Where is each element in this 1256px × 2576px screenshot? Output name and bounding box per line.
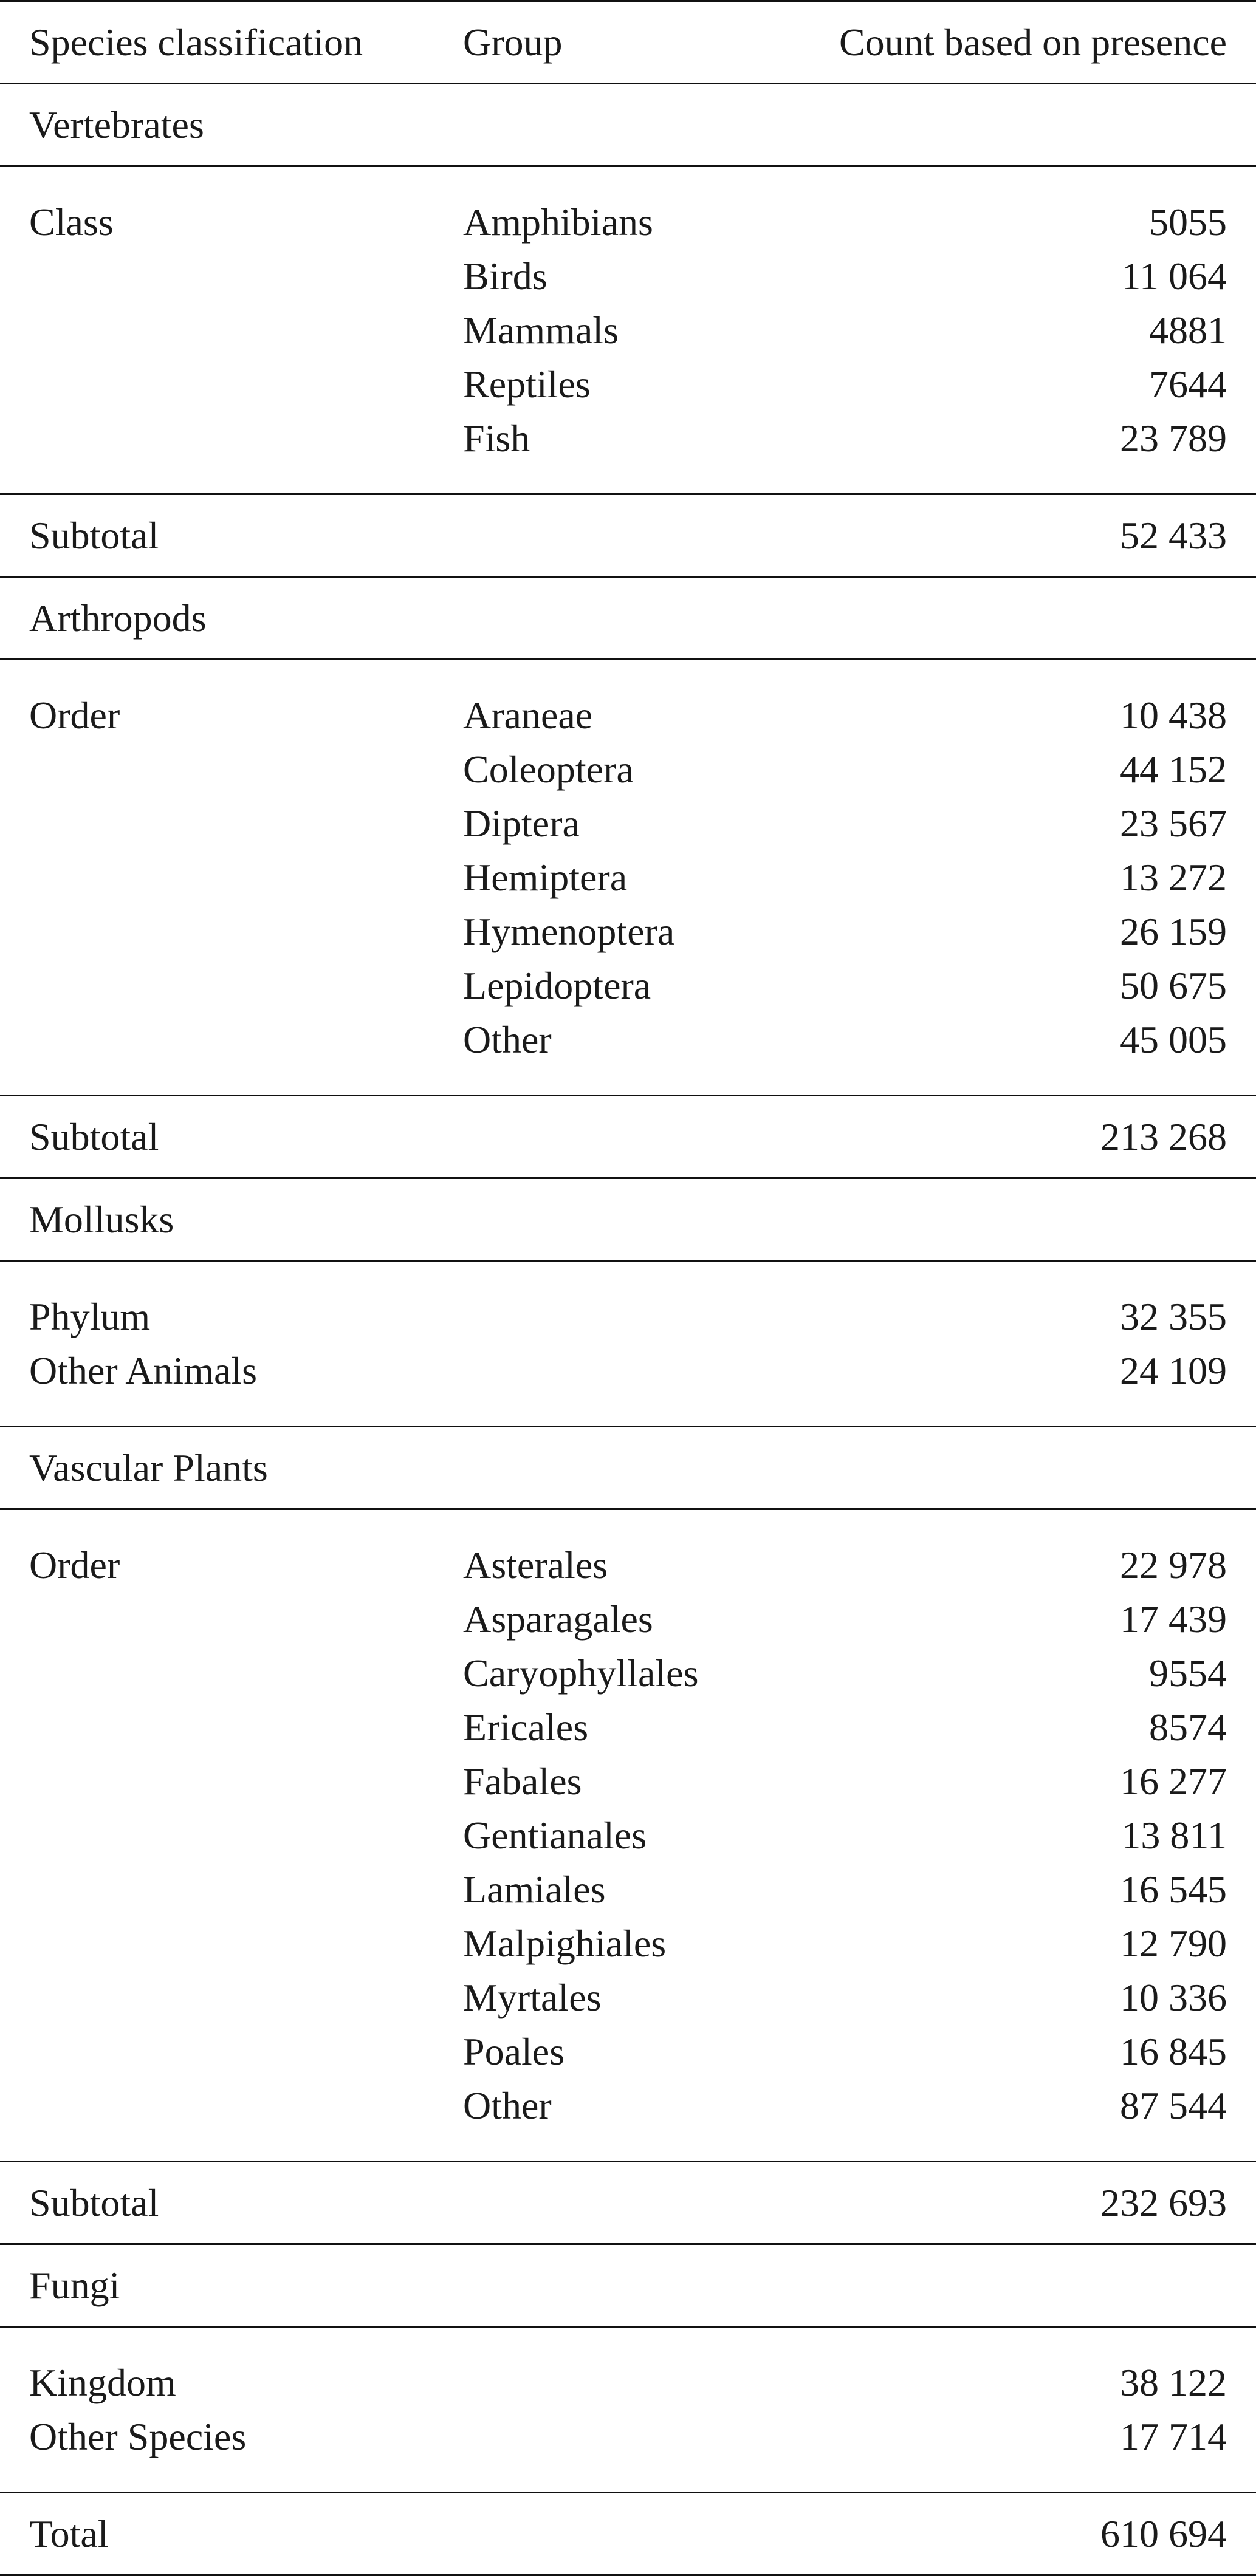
cell-count: 87 544 <box>1120 2084 1227 2127</box>
table-row <box>0 958 1256 1013</box>
cell-count: 16 545 <box>1120 1868 1227 1911</box>
table-row <box>0 1754 1256 1808</box>
table-row <box>0 195 1256 249</box>
subtotal-label: Subtotal <box>29 1115 159 1158</box>
subtotal-count: 232 693 <box>1100 2181 1227 2224</box>
cell-count: 10 438 <box>1120 694 1227 737</box>
cell-count: 8574 <box>1149 1706 1227 1749</box>
cell-count: 10 336 <box>1120 1976 1227 2019</box>
cell-classification: Kingdom <box>29 2361 176 2404</box>
section-row <box>0 1427 1256 1508</box>
section-row <box>0 578 1256 658</box>
cell-count: 16 277 <box>1120 1760 1227 1803</box>
cell-count: 44 152 <box>1120 748 1227 791</box>
cell-classification: Phylum <box>29 1295 151 1338</box>
table-row <box>0 850 1256 904</box>
subtotal-row <box>0 1096 1256 1177</box>
header-group: Group <box>463 21 563 64</box>
cell-count: 13 811 <box>1121 1814 1227 1857</box>
cell-classification: Other Species <box>29 2415 247 2458</box>
header-count: Count based on presence <box>839 21 1227 64</box>
subtotal-row <box>0 2162 1256 2243</box>
cell-count: 22 978 <box>1120 1543 1227 1587</box>
cell-group: Other <box>463 2084 552 2127</box>
cell-count: 17 714 <box>1120 2415 1227 2458</box>
cell-group: Other <box>463 1018 552 1061</box>
cell-count: 32 355 <box>1120 1295 1227 1338</box>
cell-classification: Other Animals <box>29 1349 258 1392</box>
cell-count: 16 845 <box>1120 2030 1227 2073</box>
table-row <box>0 1862 1256 1916</box>
cell-classification: Order <box>29 694 120 737</box>
section-row <box>0 2245 1256 2326</box>
section-row <box>0 84 1256 165</box>
cell-group: Lamiales <box>463 1868 606 1911</box>
table-row <box>0 796 1256 850</box>
table-row <box>0 249 1256 303</box>
cell-count: 23 789 <box>1120 417 1227 460</box>
cell-group: Lepidoptera <box>463 964 651 1007</box>
cell-group: Fish <box>463 417 530 460</box>
cell-group: Asterales <box>463 1543 608 1587</box>
cell-group: Hymenoptera <box>463 910 675 953</box>
cell-group: Ericales <box>463 1706 589 1749</box>
cell-group: Myrtales <box>463 1976 602 2019</box>
section-row <box>0 1179 1256 1260</box>
cell-count: 38 122 <box>1120 2361 1227 2404</box>
cell-group: Araneae <box>463 694 593 737</box>
table-row <box>0 1700 1256 1754</box>
cell-count: 45 005 <box>1120 1018 1227 1061</box>
cell-group: Asparagales <box>463 1597 653 1641</box>
table-row <box>0 2024 1256 2079</box>
subtotal-label: Subtotal <box>29 2181 159 2224</box>
cell-group: Hemiptera <box>463 856 628 899</box>
table-row <box>0 688 1256 742</box>
cell-group: Amphibians <box>463 200 653 244</box>
table-row <box>0 1646 1256 1700</box>
table-row <box>0 357 1256 411</box>
table-row <box>0 1290 1256 1344</box>
cell-count: 12 790 <box>1120 1922 1227 1965</box>
cell-count: 50 675 <box>1120 964 1227 1007</box>
cell-count: 9554 <box>1149 1652 1227 1695</box>
cell-classification: Class <box>29 200 114 244</box>
cell-count: 26 159 <box>1120 910 1227 953</box>
cell-count: 24 109 <box>1120 1349 1227 1392</box>
section-label: Vascular Plants <box>29 1446 268 1489</box>
table-body <box>0 84 1256 2576</box>
table-row <box>0 2356 1256 2410</box>
total-row <box>0 2493 1256 2574</box>
table-row <box>0 303 1256 357</box>
table-row <box>0 1013 1256 1067</box>
cell-count: 5055 <box>1149 200 1227 244</box>
cell-group: Diptera <box>463 802 580 845</box>
cell-group: Birds <box>463 255 547 298</box>
table-header <box>0 2 1256 83</box>
table-row <box>0 904 1256 958</box>
subtotal-row <box>0 495 1256 576</box>
cell-group: Poales <box>463 2030 565 2073</box>
cell-group: Caryophyllales <box>463 1652 699 1695</box>
cell-group: Malpighiales <box>463 1922 667 1965</box>
section-label: Fungi <box>29 2264 120 2307</box>
cell-count: 7644 <box>1149 363 1227 406</box>
subtotal-count: 213 268 <box>1100 1115 1227 1158</box>
cell-group: Reptiles <box>463 363 591 406</box>
cell-group: Fabales <box>463 1760 582 1803</box>
table-row <box>0 1916 1256 1970</box>
table-row <box>0 1970 1256 2024</box>
table-row <box>0 411 1256 465</box>
section-label: Vertebrates <box>29 103 204 146</box>
table-row <box>0 1808 1256 1862</box>
table-row <box>0 1344 1256 1398</box>
subtotal-count: 610 694 <box>1100 2512 1227 2555</box>
cell-count: 13 272 <box>1120 856 1227 899</box>
table-row <box>0 1592 1256 1646</box>
cell-group: Mammals <box>463 309 619 352</box>
section-label: Arthropods <box>29 596 207 640</box>
cell-count: 17 439 <box>1120 1597 1227 1641</box>
table-row <box>0 2079 1256 2133</box>
table-row <box>0 1538 1256 1592</box>
subtotal-count: 52 433 <box>1120 514 1227 557</box>
cell-count: 4881 <box>1149 309 1227 352</box>
section-label: Mollusks <box>29 1198 174 1241</box>
cell-count: 23 567 <box>1120 802 1227 845</box>
subtotal-label: Subtotal <box>29 514 159 557</box>
cell-classification: Order <box>29 1543 120 1587</box>
table-row <box>0 742 1256 796</box>
header-classification: Species classification <box>29 21 363 64</box>
cell-group: Gentianales <box>463 1814 647 1857</box>
cell-group: Coleoptera <box>463 748 634 791</box>
subtotal-label: Total <box>29 2512 109 2555</box>
cell-count: 11 064 <box>1121 255 1227 298</box>
